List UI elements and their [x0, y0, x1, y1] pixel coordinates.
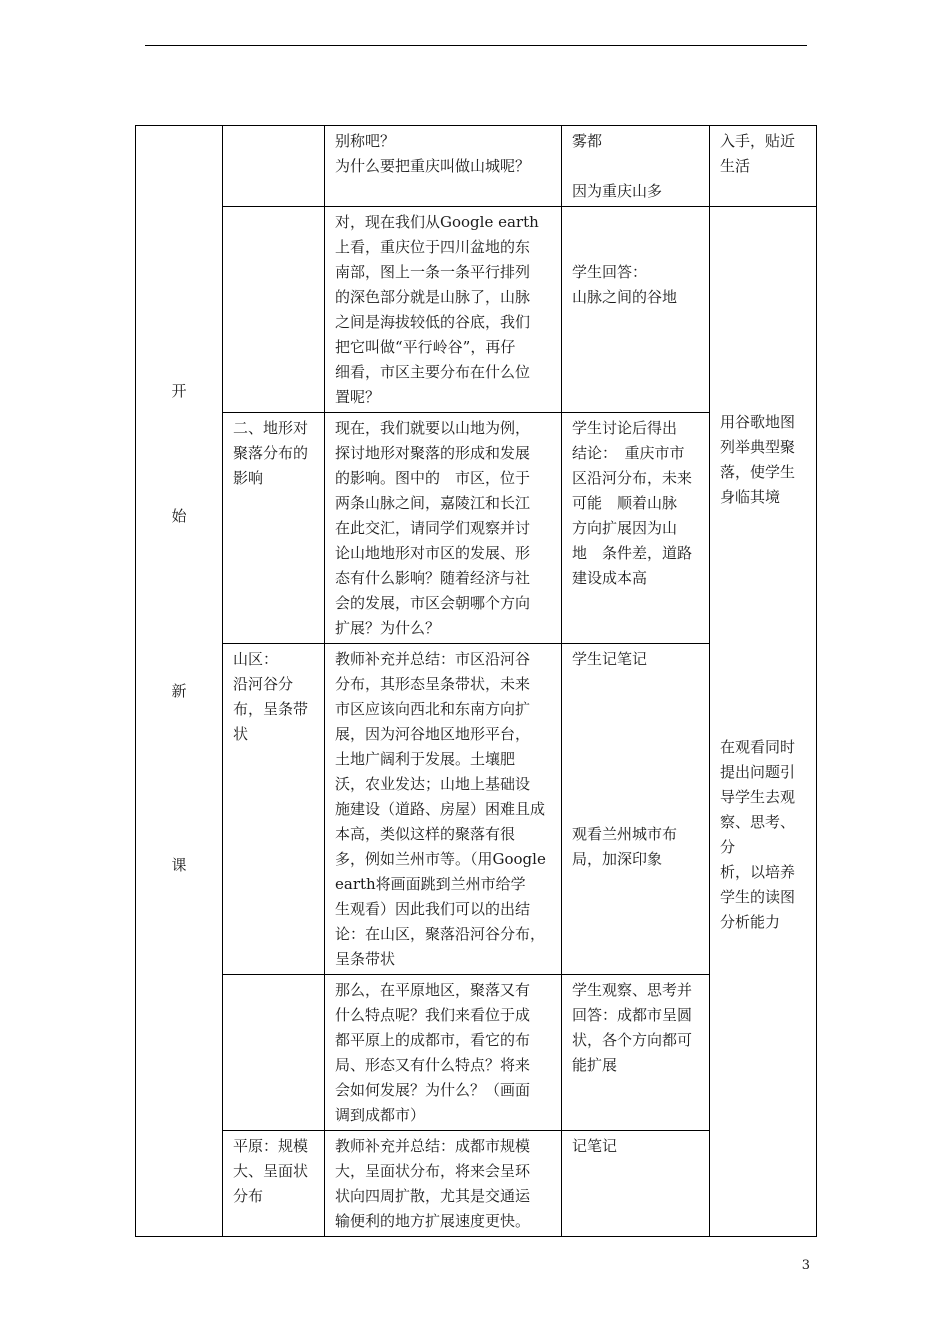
text-line: 上看，重庆位于四川盆地的东: [335, 238, 531, 256]
text-line: 学生的读图: [720, 888, 796, 906]
text-line: 二、地形对: [233, 419, 309, 437]
stage-char: 课: [171, 856, 187, 874]
text-line: 聚落分布的: [233, 444, 309, 462]
stage-char: 始: [171, 507, 187, 525]
text-line: 分布: [233, 1187, 264, 1205]
stage-cell: [136, 126, 223, 1237]
text-line: 在观看同时: [720, 738, 796, 756]
topic-cell: [223, 207, 325, 413]
text-line: 大，呈面状分布，将来会呈环: [335, 1162, 531, 1180]
text-line: 析，以培养: [720, 863, 796, 881]
text-line: 态有什么影响？随着经济与社: [335, 569, 531, 587]
text-line: 沃，农业发达；山地上基础设: [335, 775, 531, 793]
text-line: 两条山脉之间，嘉陵江和长江: [335, 494, 531, 512]
text-line: 地 条件差，道路: [572, 544, 693, 562]
teacher-cell: [325, 413, 562, 644]
text-line: 落，使学生: [720, 463, 796, 481]
text-line: 教师补充并总结：成都市规模: [335, 1137, 531, 1155]
text-line: 把它叫做“平行岭谷”，再仔: [335, 338, 516, 356]
text-line: 山脉之间的谷地: [572, 288, 678, 306]
text-line: 分布，其形态呈条带状，未来: [335, 675, 531, 693]
topic-cell: [223, 1131, 325, 1237]
stage-char: 新: [171, 682, 187, 700]
text-line: 教师补充并总结：市区沿河谷: [335, 650, 531, 668]
text-line: 提出问题引: [720, 763, 796, 781]
text-line: 的深色部分就是山脉了，山脉: [335, 288, 531, 306]
text-line: 状，各个方向都可: [572, 1031, 693, 1049]
text-line: 的影响。图中的 市区，位于: [335, 469, 531, 487]
text-line: 导学生去观: [720, 788, 796, 806]
text-line: 输便利的地方扩展速度更快。: [335, 1212, 531, 1230]
text-line: 调到成都市）: [335, 1106, 426, 1124]
text-line: 观看兰州城市布: [572, 825, 678, 843]
text-line: 学生回答：: [572, 263, 648, 281]
text-line: 本高，类似这样的聚落有很: [335, 825, 516, 843]
teacher-cell: [325, 207, 562, 413]
text-line: 局，加深印象: [572, 850, 663, 868]
text-line: 在此交汇，请同学们观察并讨: [335, 519, 531, 537]
text-line: 沿河谷分: [233, 675, 294, 693]
text-line: 雾都: [572, 132, 603, 150]
text-line: 细看，市区主要分布在什么位: [335, 363, 531, 381]
text-line: 区沿河分布，未来: [572, 469, 693, 487]
text-line: 别称吧？: [335, 132, 396, 150]
text-line: 记笔记: [572, 1137, 618, 1155]
text-line: 学生讨论后得出: [572, 419, 678, 437]
text-line: 会的发展，市区会朝哪个方向: [335, 594, 531, 612]
text-line: 施建设（道路、房屋）困难且成: [335, 800, 546, 818]
text-line: 大、呈面状: [233, 1162, 309, 1180]
text-line: 论：在山区，聚落沿河谷分布，: [335, 925, 546, 943]
text-line: 可能 顺着山脉: [572, 494, 678, 512]
text-line: 市区应该向西北和东南方向扩: [335, 700, 531, 718]
teacher-cell: [325, 644, 562, 975]
topic-cell: [223, 644, 325, 975]
student-cell: [562, 1131, 710, 1237]
text-line: 呈条带状: [335, 950, 396, 968]
text-line: 察、思考、分: [720, 813, 796, 856]
student-cell: [562, 413, 710, 644]
text-line: 因为重庆山多: [572, 182, 663, 200]
text-line: 能扩展: [572, 1056, 618, 1074]
text-line: 学生观察、思考并: [572, 981, 693, 999]
text-line: 状: [233, 725, 249, 743]
text-line: 之间是海拔较低的谷底，我们: [335, 313, 531, 331]
text-line: 对，现在我们从Google earth: [335, 213, 539, 231]
text-line: 南部，图上一条一条平行排列: [335, 263, 531, 281]
text-line: 为什么要把重庆叫做山城呢？: [335, 157, 531, 175]
text-line: 影响: [233, 469, 264, 487]
text-line: 建设成本高: [572, 569, 648, 587]
table-row: [136, 207, 817, 413]
text-line: 生观看）因此我们可以的出结: [335, 900, 531, 918]
text-line: 身临其境: [720, 488, 781, 506]
page-number: 3: [801, 1258, 810, 1273]
text-line: 状向四周扩散，尤其是交通运: [335, 1187, 531, 1205]
header-rule: [145, 45, 807, 46]
topic-cell: [223, 413, 325, 644]
text-line: 那么，在平原地区，聚落又有: [335, 981, 531, 999]
text-line: 分析能力: [720, 913, 781, 931]
lesson-plan-table: [135, 125, 817, 1237]
student-cell: [562, 207, 710, 413]
text-line: 论山地地形对市区的发展、形: [335, 544, 531, 562]
text-line: 山区：: [233, 650, 279, 668]
text-line: earth将画面跳到兰州市给学: [335, 875, 526, 893]
text-line: 学生记笔记: [572, 650, 648, 668]
text-line: 用谷歌地图: [720, 413, 796, 431]
text-line: 现在，我们就要以山地为例，: [335, 419, 531, 437]
topic-cell: [223, 126, 325, 207]
intent-cell: [710, 126, 817, 207]
text-line: 列举典型聚: [720, 438, 796, 456]
text-line: 会如何发展？为什么？（画面: [335, 1081, 531, 1099]
text-line: 都平原上的成都市，看它的布: [335, 1031, 531, 1049]
text-line: 探讨地形对聚落的形成和发展: [335, 444, 531, 462]
teacher-cell: [325, 126, 562, 207]
text-line: 回答：成都市呈圆: [572, 1006, 693, 1024]
text-line: 局、形态又有什么特点？将来: [335, 1056, 531, 1074]
topic-cell: [223, 975, 325, 1131]
student-cell: [562, 644, 710, 975]
text-line: 方向扩展因为山: [572, 519, 678, 537]
student-cell: [562, 975, 710, 1131]
text-line: 入手，贴近: [720, 132, 796, 150]
text-line: 扩展？为什么？: [335, 619, 441, 637]
teacher-cell: [325, 1131, 562, 1237]
table-row: [136, 126, 817, 207]
student-cell: [562, 126, 710, 207]
text-line: 置呢？: [335, 388, 381, 406]
text-line: 生活: [720, 157, 751, 175]
text-line: 平原：规模: [233, 1137, 309, 1155]
stage-char: 开: [171, 382, 187, 400]
teacher-cell: [325, 975, 562, 1131]
text-line: 布，呈条带: [233, 700, 309, 718]
text-line: 什么特点呢？我们来看位于成: [335, 1006, 531, 1024]
text-line: 土地广阔利于发展。土壤肥: [335, 750, 516, 768]
intent-cell: [710, 207, 817, 1237]
text-line: 结论： 重庆市市: [572, 444, 685, 462]
text-line: 展，因为河谷地区地形平台，: [335, 725, 531, 743]
text-line: 多，例如兰州市等。（用Google: [335, 850, 546, 868]
